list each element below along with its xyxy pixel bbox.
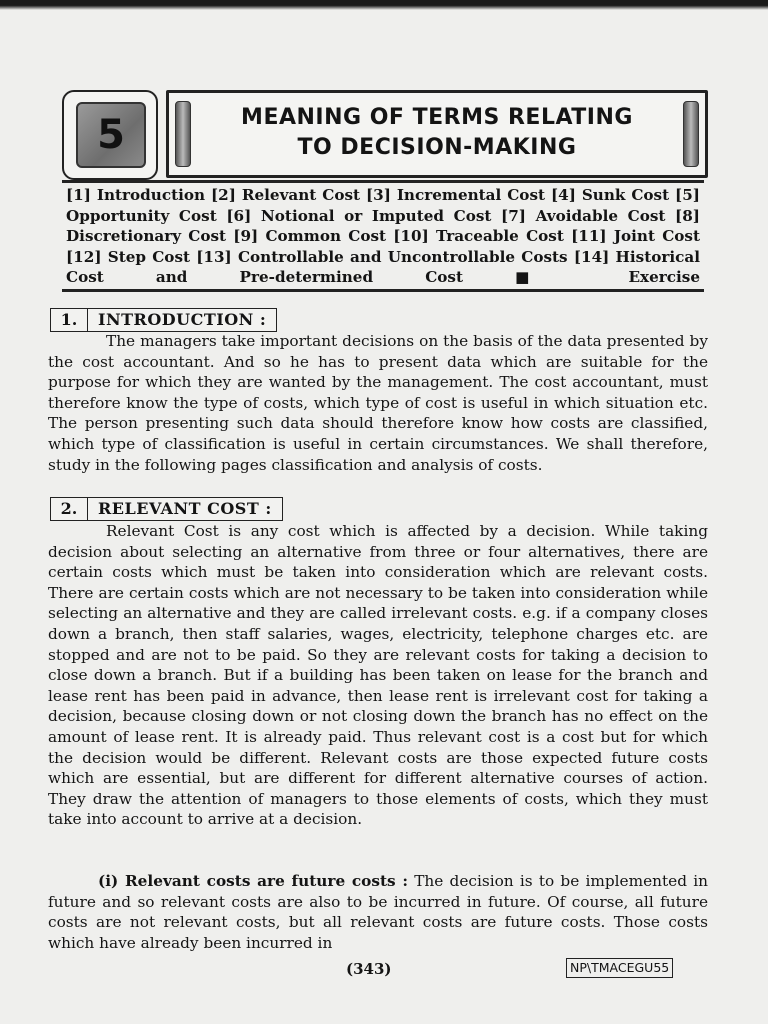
- contents-list: [1] Introduction [2] Relevant Cost [3] Incremental Cost [4] Sunk Cost [5] Opportunity Cost [6] Notional or Imputed Cost [7] Avoidable Cost [8] Discretionary Cost [9] Common Cost [10] Traceable Cost [11] Joint Cost [12] Step Cost [13] Controllable and Uncontrollable Costs [14] Historical Cost and Pre-determined Cost ■ Exercise: [66, 186, 700, 286]
- introduction-paragraph: [48, 331, 708, 475]
- page-number: (343): [346, 960, 392, 978]
- subpoint-text: The decision is to be implemented in future and so relevant costs are also to be incurred in future. Of course, all future costs are not relevant costs, but all relevant costs are future costs. Those costs which have already been incurred in: [48, 872, 708, 952]
- introduction-text: The managers take important decisions on the basis of the data presented by the cost accountant. And so he has to present data which are suitable for the purpose for which they are wanted by the management. The cost accountant, must therefore know the type of costs, which type of cost is useful in which situation etc. The person presenting such data should therefore know how costs are classified, which type of classification is useful in certain circumstances. We shall therefore, study in the following pages classification and analysis of costs.: [48, 332, 708, 474]
- subpoint-heading: (i) Relevant costs are future costs :: [98, 872, 408, 890]
- chapter-number-frame: [62, 90, 158, 180]
- section-title: INTRODUCTION :: [98, 310, 267, 329]
- relevant-cost-paragraph: [48, 521, 708, 830]
- section-heading-relevant-cost: [50, 497, 283, 521]
- relevant-cost-text: Relevant Cost is any cost which is affected by a decision. While taking decision about selecting an alternative from three or four alternatives, there are certain costs which must be taken into consideration which are relevant costs. There are certain costs which are not necessary to be taken into consideration while selecting an alternative and they are called irrelevant costs. e.g. if a company closes down a branch, then staff salaries, wages, electricity, telephone charges etc. are stopped and are not to be paid. So they are relevant costs for taking a decision to close down a branch. But if a building has been taken on lease for the branch and lease rent has been paid in advance, then lease rent is irrelevant cost for taking a decision, because closing down or not closing down the branch has no effect on the amount of lease rent. It is already paid. Thus relevant cost is a cost but for which the decision would be different. Relevant costs are those expected future costs which are essential, but are different for different alternative courses of action. They draw the attention of managers to those elements of costs, which they must take into account to arrive at a decision.: [48, 522, 708, 829]
- section-heading-introduction: [50, 308, 277, 332]
- chapter-number: 5: [76, 102, 146, 168]
- section-number: 2.: [51, 498, 88, 520]
- section-number: 1.: [51, 309, 88, 331]
- book-page: [48, 86, 720, 986]
- book-code: NP\TMACEGU55: [566, 958, 673, 978]
- section-title: RELEVANT COST :: [98, 499, 272, 518]
- scan-top-edge: [0, 0, 768, 10]
- chapter-title-frame: [166, 90, 708, 178]
- chapter-title: [197, 103, 677, 163]
- chapter-title-line-2: TO DECISION-MAKING: [297, 135, 577, 160]
- relevant-cost-subpoint: [48, 871, 708, 953]
- chapter-header: [62, 90, 710, 182]
- chapter-contents: [62, 180, 704, 292]
- chapter-title-line-1: MEANING OF TERMS RELATING: [241, 105, 633, 130]
